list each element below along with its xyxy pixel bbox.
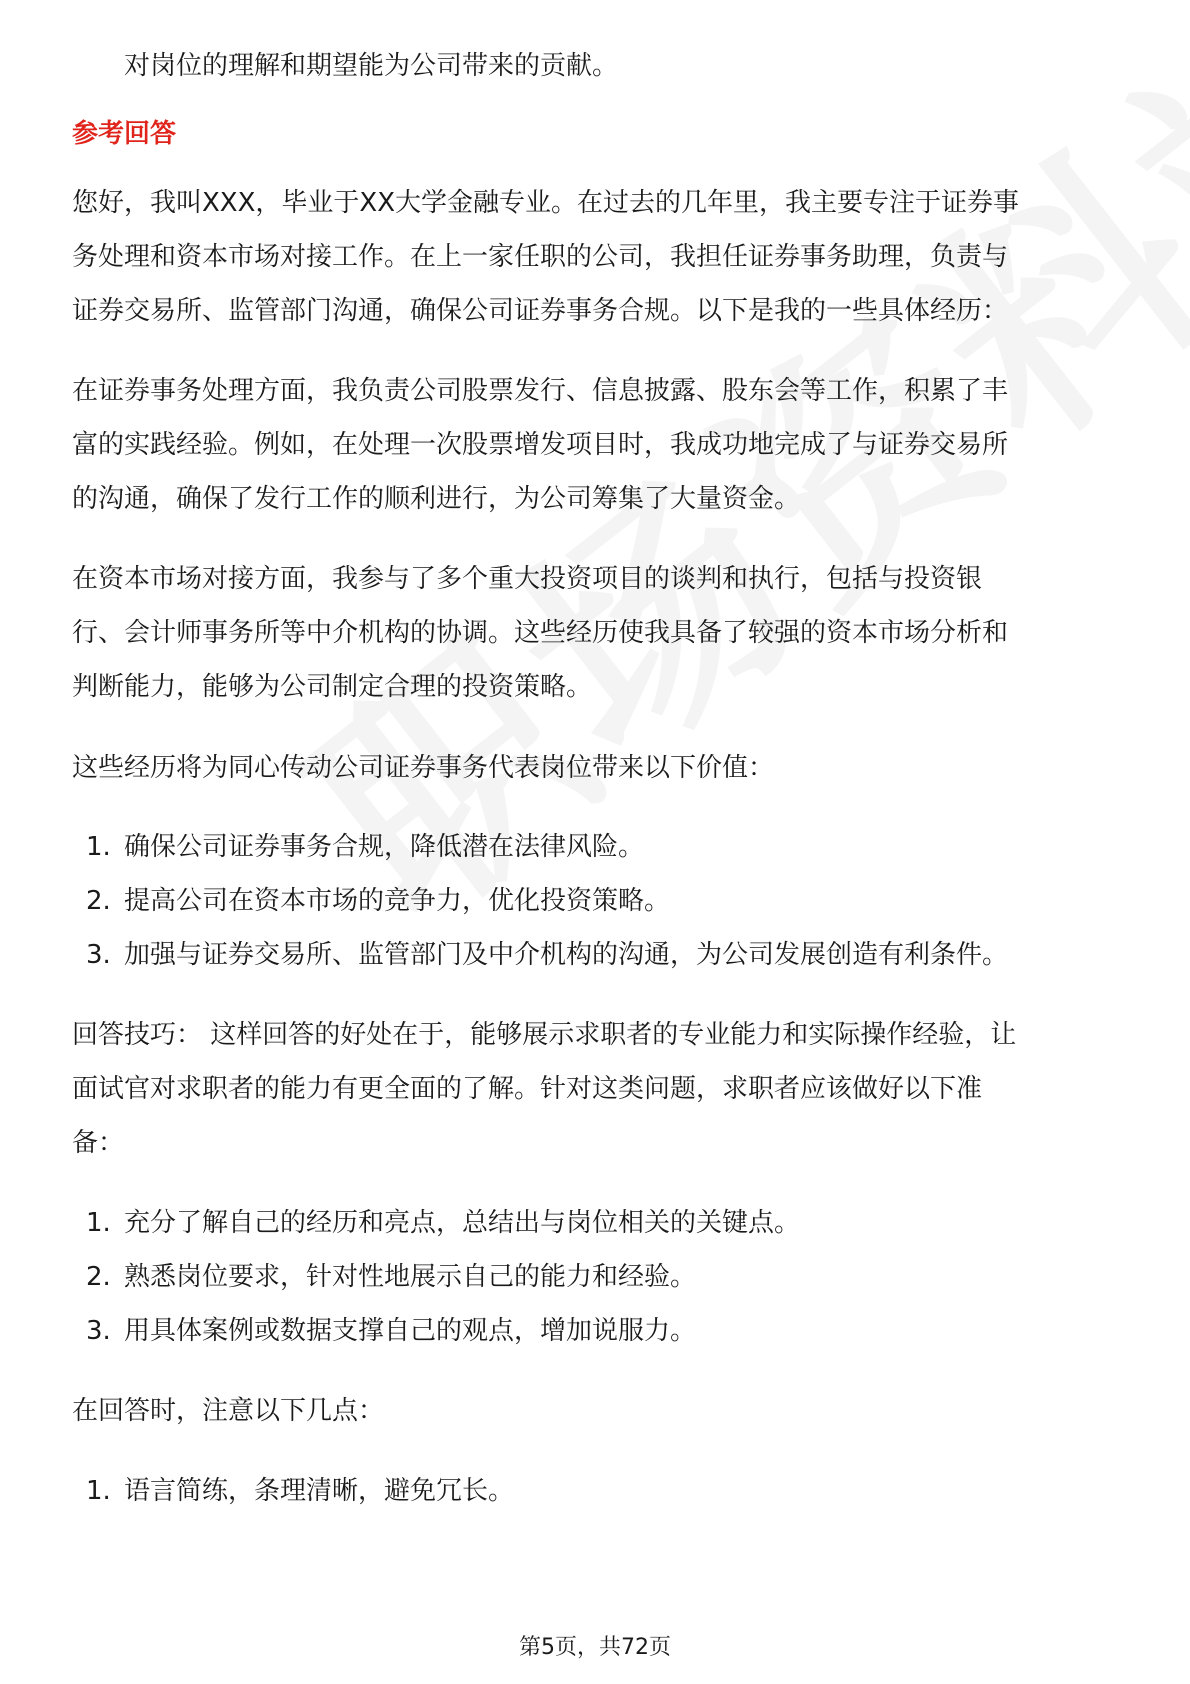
- tips-line: 面试官对求职者的能力有更全面的了解。针对这类问题，求职者应该做好以下准: [72, 1074, 983, 1104]
- list-number: 1.: [86, 1476, 111, 1506]
- paragraph-line: 的沟通，确保了发行工作的顺利进行，为公司筹集了大量资金。: [72, 484, 801, 514]
- list-number: 3.: [86, 1316, 111, 1346]
- paragraph-line: 这些经历将为同心传动公司证券事务代表岗位带来以下价值：: [72, 753, 775, 783]
- paragraph-line: 务处理和资本市场对接工作。在上一家任职的公司，我担任证券事务助理，负责与: [72, 242, 1009, 272]
- paragraph-line: 在回答时，注意以下几点：: [72, 1396, 385, 1426]
- list-number: 2.: [86, 1262, 111, 1292]
- list-text: 加强与证券交易所、监管部门及中介机构的沟通，为公司发展创造有利条件。: [124, 940, 1009, 970]
- list-item: [86, 1314, 696, 1348]
- list-text: 提高公司在资本市场的竞争力，优化投资策略。: [124, 886, 671, 916]
- list-item: [86, 1260, 696, 1294]
- section-heading: 参考回答: [72, 119, 177, 149]
- paragraph-line: 您好，我叫XXX，毕业于XX大学金融专业。在过去的几年里，我主要专注于证券事: [72, 188, 1020, 218]
- list-text: 确保公司证券事务合规，降低潜在法律风险。: [124, 832, 645, 862]
- list-number: 3.: [86, 940, 111, 970]
- paragraph-line: 在资本市场对接方面，我参与了多个重大投资项目的谈判和执行，包括与投资银: [72, 564, 983, 594]
- list-text: 熟悉岗位要求，针对性地展示自己的能力和经验。: [124, 1262, 697, 1292]
- list-text: 语言简练，条理清晰，避免冗长。: [124, 1476, 515, 1506]
- list-number: 1.: [86, 832, 111, 862]
- paragraph-line: 证券交易所、监管部门沟通，确保公司证券事务合规。以下是我的一些具体经历：: [72, 296, 1009, 326]
- list-number: 2.: [86, 886, 111, 916]
- tips-line: 回答技巧： 这样回答的好处在于，能够展示求职者的专业能力和实际操作经验，让: [72, 1020, 1017, 1050]
- paragraph-line: 在证券事务处理方面，我负责公司股票发行、信息披露、股东会等工作，积累了丰: [72, 376, 1009, 406]
- paragraph-line: 行、会计师事务所等中介机构的协调。这些经历使我具备了较强的资本市场分析和: [72, 618, 1009, 648]
- list-item: [86, 1206, 800, 1240]
- list-item: [86, 884, 670, 918]
- list-text: 充分了解自己的经历和亮点，总结出与岗位相关的关键点。: [124, 1208, 801, 1238]
- paragraph-line: 判断能力，能够为公司制定合理的投资策略。: [72, 672, 593, 702]
- list-text: 用具体案例或数据支撑自己的观点，增加说服力。: [124, 1316, 697, 1346]
- list-item: [86, 938, 1008, 972]
- list-number: 1.: [86, 1208, 111, 1238]
- page-footer: 第5页，共72页: [519, 1635, 671, 1660]
- tips-line: 备：: [72, 1128, 125, 1158]
- list-item: [86, 830, 644, 864]
- list-item: [86, 1474, 514, 1508]
- paragraph-line: 富的实践经验。例如，在处理一次股票增发项目时，我成功地完成了与证券交易所: [72, 430, 1009, 460]
- intro-line: 对岗位的理解和期望能为公司带来的贡献。: [124, 51, 619, 81]
